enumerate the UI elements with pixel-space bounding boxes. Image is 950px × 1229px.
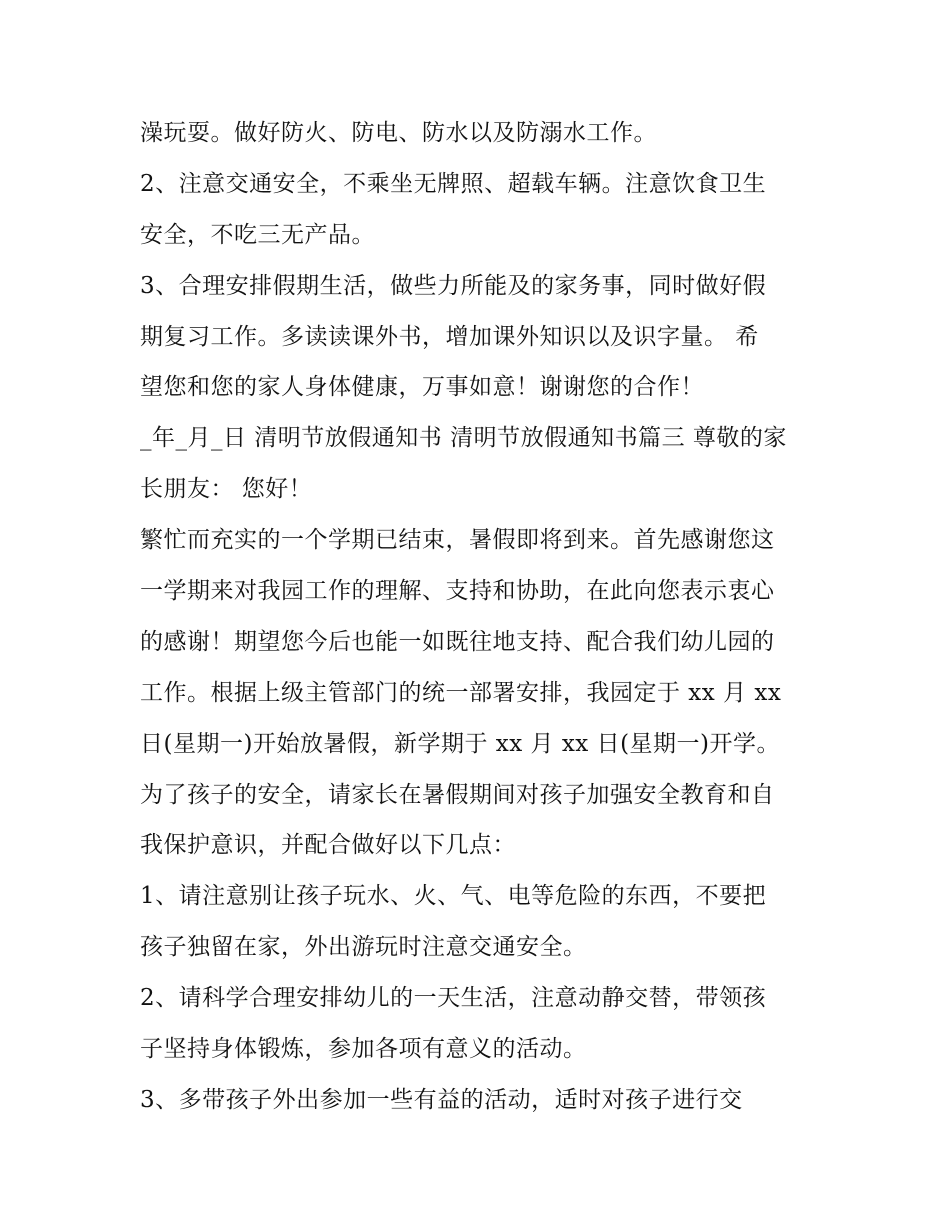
- text-line: 子坚持身体锻炼，参加各项有意义的活动。: [140, 1036, 587, 1063]
- text-line: 一学期来对我园工作的理解、支持和协助，在此向您表示衷心: [140, 578, 775, 605]
- text-line: 澡玩耍。做好防火、防电、防水以及防溺水工作。: [140, 120, 657, 146]
- text-line: 的感谢！期望您今后也能一如既往地支持、配合我们幼儿园的: [140, 628, 775, 655]
- text-line: 2、请科学合理安排幼儿的一天生活，注意动静交替，带领孩: [140, 985, 767, 1012]
- text-line: 为了孩子的安全，请家长在暑假期间对孩子加强安全教育和自: [140, 781, 775, 808]
- text-line: 3、合理安排假期生活，做些力所能及的家务事，同时做好假: [140, 272, 767, 299]
- document-text-body: [140, 108, 820, 1126]
- text-line: 孩子独留在家，外出游玩时注意交通安全。: [140, 934, 587, 961]
- text-line: _年_月_日 清明节放假通知书 清明节放假通知书篇三 尊敬的家: [140, 425, 787, 452]
- text-line: 1、请注意别让孩子玩水、火、气、电等危险的东西，不要把: [140, 883, 767, 910]
- text-line: 望您和您的家人身体健康，万事如意！谢谢您的合作！: [140, 374, 704, 401]
- text-line: 3、多带孩子外出参加一些有益的活动，适时对孩子进行交: [140, 1086, 743, 1113]
- text-line: 日(星期一)开始放暑假，新学期于 xx 月 xx 日(星期一)开学。: [140, 730, 781, 757]
- text-line: 期复习工作。多读读课外书，增加课外知识以及识字量。 希: [140, 323, 759, 350]
- text-line: 工作。根据上级主管部门的统一部署安排，我园定于 xx 月 xx: [140, 679, 782, 706]
- text-line: 安全，不吃三无产品。: [140, 221, 375, 248]
- text-line: 繁忙而充实的一个学期已结束，暑假即将到来。首先感谢您这: [140, 527, 775, 554]
- text-line: 2、注意交通安全，不乘坐无牌照、超载车辆。注意饮食卫生: [140, 170, 767, 197]
- text-line: 长朋友： 您好！: [140, 476, 313, 503]
- text-line: 我保护意识，并配合做好以下几点：: [140, 832, 516, 859]
